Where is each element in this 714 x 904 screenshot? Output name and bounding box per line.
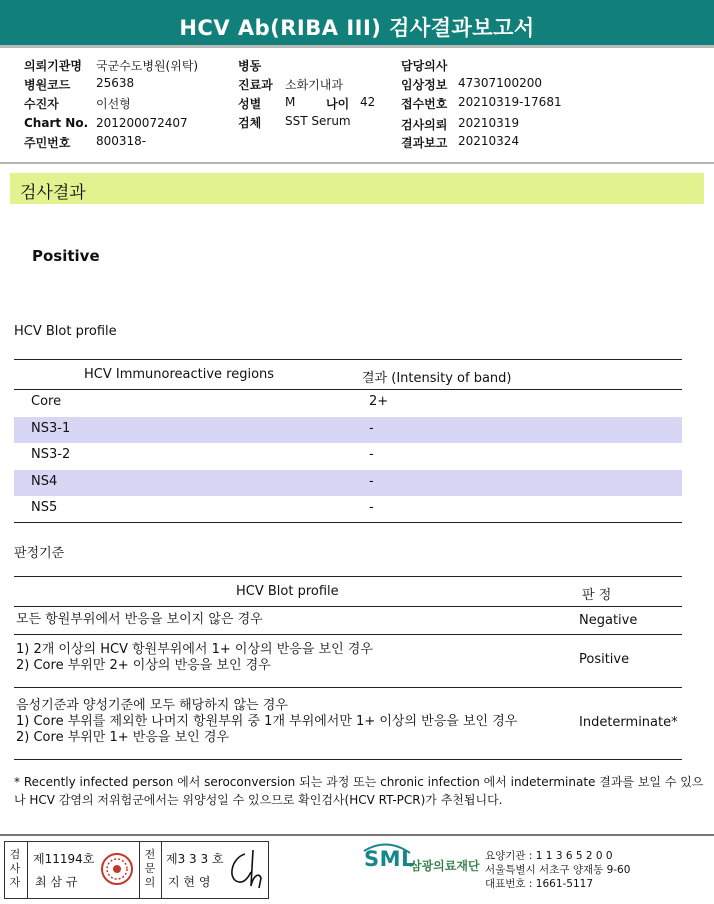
- criteria-judgement: Indeterminate*: [579, 715, 678, 730]
- table-row: [14, 470, 682, 496]
- specialist-label: 전문의: [144, 848, 156, 889]
- box-divider: [139, 842, 140, 898]
- region-name: NS3-2: [31, 447, 71, 462]
- signature-box: [4, 841, 269, 899]
- header-value-department: 소화기내과: [285, 78, 343, 92]
- header-field-requesting-institution: 의뢰기관명: [24, 59, 82, 73]
- lab-address: 서울특별시 서초구 양재동 9-60: [485, 864, 631, 876]
- header-field-request-date: 검사의뢰: [401, 118, 448, 132]
- header-field-department: 진료과: [238, 78, 273, 92]
- header-value-request-date: 20210319: [458, 116, 520, 130]
- table-rule: [14, 522, 682, 523]
- region-name: NS5: [31, 500, 58, 515]
- criteria-judgement: Negative: [579, 613, 638, 628]
- footnote: * Recently infected person 에서 seroconversion 되는 과정 또는 chronic infection 에서 indeterminate 결과를 보일 수 있으나 HCV 감염의 저위험군에서는 위양성일 수 있으므로 확인검사(HCV RT-PCR)가 추천됩니다.: [14, 775, 704, 807]
- criteria-line: 음성기준과 양성기준에 모두 해당하지 않는 경우: [16, 698, 288, 713]
- blot-col-region: HCV Immunoreactive regions: [84, 367, 275, 382]
- header-value-hospital-code: 25638: [96, 76, 135, 90]
- header-field-report-date: 결과보고: [401, 136, 448, 150]
- lab-contact: [485, 849, 630, 891]
- table-rule: [14, 759, 682, 760]
- criteria-judgement: Positive: [579, 652, 630, 667]
- box-divider: [27, 842, 28, 898]
- header-field-hospital-code: 병원코드: [24, 78, 71, 92]
- table-rule: [14, 606, 682, 607]
- signature-icon: [223, 846, 267, 894]
- lab-phone: 대표번호 : 1661-5117: [485, 878, 594, 890]
- table-row: [14, 443, 682, 469]
- examiner-name: 최 삼 규: [35, 875, 78, 889]
- table-rule: [14, 576, 682, 577]
- blot-col-result: 결과 (Intensity of band): [362, 371, 512, 386]
- header-value-sex: M: [285, 95, 296, 109]
- header-field-chart-no: Chart No.: [24, 116, 89, 130]
- table-row: [14, 390, 682, 416]
- header-value-chart-no: 201200072407: [96, 116, 188, 130]
- report-title: HCV Ab(RIBA III) 검사결과보고서: [179, 16, 535, 40]
- header-field-age: 나이: [326, 97, 350, 111]
- criteria-line: 2) Core 부위만 2+ 이상의 반응을 보인 경우: [16, 658, 271, 673]
- header-field-receipt-no: 접수번호: [401, 97, 448, 111]
- header-field-ward: 병동: [238, 59, 262, 73]
- box-divider: [161, 842, 162, 898]
- section-title: 검사결과: [20, 183, 86, 203]
- header-value-resident-no: 800318-: [96, 134, 147, 148]
- table-row: [14, 496, 682, 522]
- header-value-patient: 이선형: [96, 97, 131, 111]
- table-row: [14, 417, 682, 443]
- header-divider: [0, 162, 714, 164]
- criteria-line: 2) Core 부위만 1+ 반응을 보인 경우: [16, 730, 229, 745]
- table-rule: [14, 359, 682, 360]
- band-intensity: -: [369, 474, 374, 489]
- footer-divider: [0, 834, 714, 836]
- header-field-clinical-info: 임상정보: [401, 78, 448, 92]
- header-value-requesting-institution: 국군수도병원(위탁): [96, 59, 199, 73]
- criteria-line: 모든 항원부위에서 반응을 보이지 않은 경우: [16, 612, 263, 627]
- region-name: NS4: [31, 474, 58, 489]
- sml-logo-text: SML: [364, 847, 415, 871]
- header-field-resident-no: 주민번호: [24, 136, 71, 150]
- header-value-age: 42: [360, 95, 376, 109]
- header-value-report-date: 20210324: [458, 134, 520, 148]
- lab-code: 요양기관 : 1 1 3 6 5 2 0 0: [485, 850, 613, 862]
- table-rule: [14, 634, 682, 635]
- specialist-license: 제3 3 3 호: [166, 852, 224, 866]
- header-field-physician: 담당의사: [401, 59, 448, 73]
- seal-icon: [100, 852, 134, 886]
- result-value: Positive: [32, 247, 100, 265]
- header-field-patient: 수진자: [24, 97, 59, 111]
- section-bar: [10, 173, 704, 204]
- blot-title: HCV Blot profile: [14, 324, 117, 339]
- criteria-col-profile: HCV Blot profile: [236, 584, 339, 599]
- region-name: NS3-1: [31, 421, 71, 436]
- band-intensity: -: [369, 500, 374, 515]
- lab-logo: [364, 847, 480, 873]
- table-rule: [14, 687, 682, 688]
- criteria-line: 1) 2개 이상의 HCV 항원부위에서 1+ 이상의 반응을 보인 경우: [16, 642, 373, 657]
- band-intensity: -: [369, 447, 374, 462]
- header-value-receipt-no: 20210319-17681: [458, 95, 562, 109]
- criteria-line: 1) Core 부위를 제외한 나머지 항원부위 중 1개 부위에서만 1+ 이상의 반응을 보인 경우: [16, 714, 518, 729]
- logo-swoosh-icon: [362, 841, 412, 877]
- examiner-label: 검사자: [9, 848, 21, 889]
- region-name: Core: [31, 394, 62, 409]
- header-field-specimen: 검체: [238, 116, 262, 130]
- band-intensity: 2+: [369, 394, 389, 409]
- lab-name: 삼광의료재단: [410, 859, 480, 873]
- report-title-bar: [0, 0, 714, 48]
- header-value-specimen: SST Serum: [285, 114, 351, 128]
- examiner-license: 제11194호: [33, 852, 95, 866]
- header-field-sex: 성별: [238, 97, 262, 111]
- specialist-name: 지 현 영: [168, 875, 211, 889]
- band-intensity: -: [369, 421, 374, 436]
- criteria-col-judge: 판 정: [582, 588, 612, 603]
- header-value-clinical-info: 47307100200: [458, 76, 542, 90]
- criteria-title: 판정기준: [14, 546, 65, 561]
